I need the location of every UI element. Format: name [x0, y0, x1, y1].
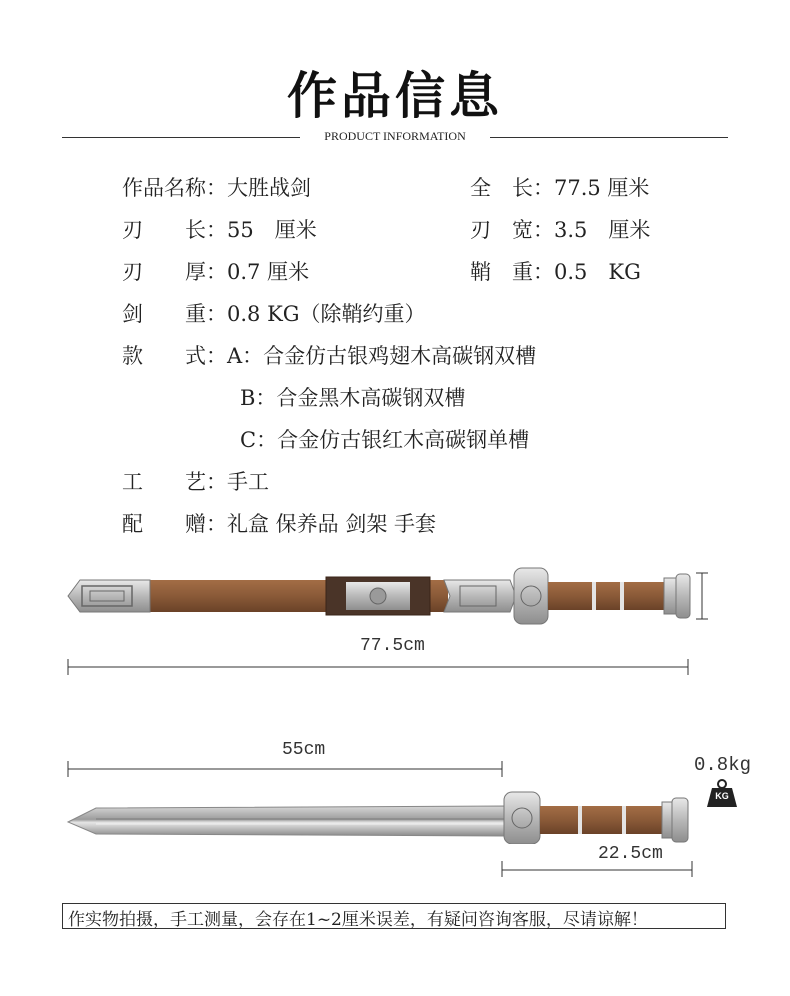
spec-total-length: 全 长：77.5 厘米: [470, 176, 650, 200]
spec-name: 作品名称：大胜战剑: [122, 176, 311, 200]
overall-length-line: [66, 656, 692, 678]
header-rule-right: [490, 137, 728, 138]
page-subtitle: PRODUCT INFORMATION: [324, 129, 466, 143]
page-title: 作品信息: [287, 66, 503, 125]
weight-badge-text: KG: [715, 791, 729, 801]
spec-blade-length: 刃 长：55 厘米: [122, 218, 317, 242]
weight-label: 0.8kg: [694, 754, 752, 776]
header-rule-left: [62, 137, 300, 138]
sheathed-sword-image: [60, 562, 720, 632]
spec-blade-thickness: 刃 厚：0.7 厘米: [122, 260, 310, 284]
spec-style-c: C：合金仿古银红木高碳钢单槽: [240, 428, 530, 452]
notice-text: 作实物拍摄，手工测量，会存在1~2厘米误差，有疑问咨询客服，尽请谅解！: [68, 910, 648, 930]
spec-gifts: 配 赠：礼盒 保养品 剑架 手套: [122, 512, 437, 536]
spec-style-b: B：合金黑木高碳钢双槽: [240, 386, 466, 410]
spec-sword-weight: 剑 重：0.8 KG（除鞘约重）: [122, 302, 426, 326]
handle-length-label: 22.5cm: [598, 844, 663, 864]
handle-length-line: [500, 858, 696, 880]
spec-style-a: 款 式：A：合金仿古银鸡翅木高碳钢双槽: [122, 344, 537, 368]
overall-length-label: 77.5cm: [360, 636, 425, 656]
height-bracket: [690, 572, 710, 620]
spec-blade-width: 刃 宽：3.5 厘米: [470, 218, 651, 242]
blade-length-label: 55cm: [282, 740, 326, 760]
spec-craft: 工 艺：手工: [122, 470, 269, 494]
unsheathed-sword-image: [66, 788, 696, 844]
spec-scabbard-weight: 鞘 重：0.5 KG: [470, 260, 641, 284]
blade-length-line: [66, 758, 506, 780]
